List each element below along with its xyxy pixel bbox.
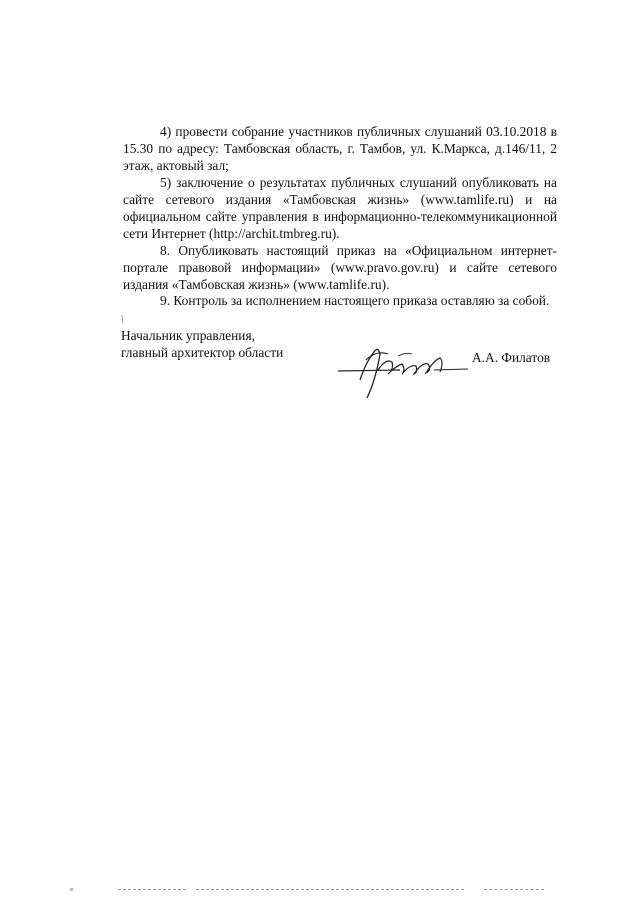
paragraph-item-9-line-1: 9. Контроль за исполнением настоящего приказа оставляю за собой.	[160, 293, 550, 308]
signer-name: А.А. Филатов	[472, 350, 551, 365]
paragraph-item-8-line-3: издания «Тамбовская жизнь» (www.tamlife.ru).	[123, 277, 390, 292]
paragraph-item-4-line-1: 4) провести собрание участников публичных слушаний 03.10.2018 в	[160, 124, 557, 139]
signer-position-line-2: главный архитектор области	[121, 345, 284, 360]
handwritten-signature	[336, 340, 471, 400]
paragraph-item-5-line-2: сайте сетевого издания «Тамбовская жизнь» (www.tamlife.ru) и на	[123, 192, 557, 207]
paragraph-item-8-line-2: портале правовой информации» (www.pravo.gov.ru) и сайте сетевого	[123, 260, 557, 275]
paragraph-item-5-line-1: 5) заключение о результатах публичных слушаний опубликовать на	[160, 175, 557, 190]
signer-position-line-1: Начальник управления,	[121, 328, 255, 343]
paragraph-item-4-line-3: этаж, актовый зал;	[123, 158, 229, 173]
scan-edge-rule-middle	[196, 889, 464, 890]
scan-edge-dot	[70, 888, 73, 891]
paragraph-item-8-line-1: 8. Опубликовать настоящий приказ на «Официальном интернет-	[160, 243, 557, 258]
paragraph-item-5-line-3: официальном сайте управления в информационно-телекоммуникационной	[123, 209, 557, 224]
paragraph-item-5-line-4: сети Интернет (http://archit.tmbreg.ru).	[123, 226, 340, 241]
paragraph-item-4-line-2: 15.30 по адресу: Тамбовская область, г. Тамбов, ул. К.Маркса, д.146/11, 2	[123, 141, 557, 156]
scan-edge-rule-left	[118, 889, 186, 890]
scan-edge-rule-right	[484, 889, 544, 890]
scan-artifact-mark	[119, 313, 127, 325]
